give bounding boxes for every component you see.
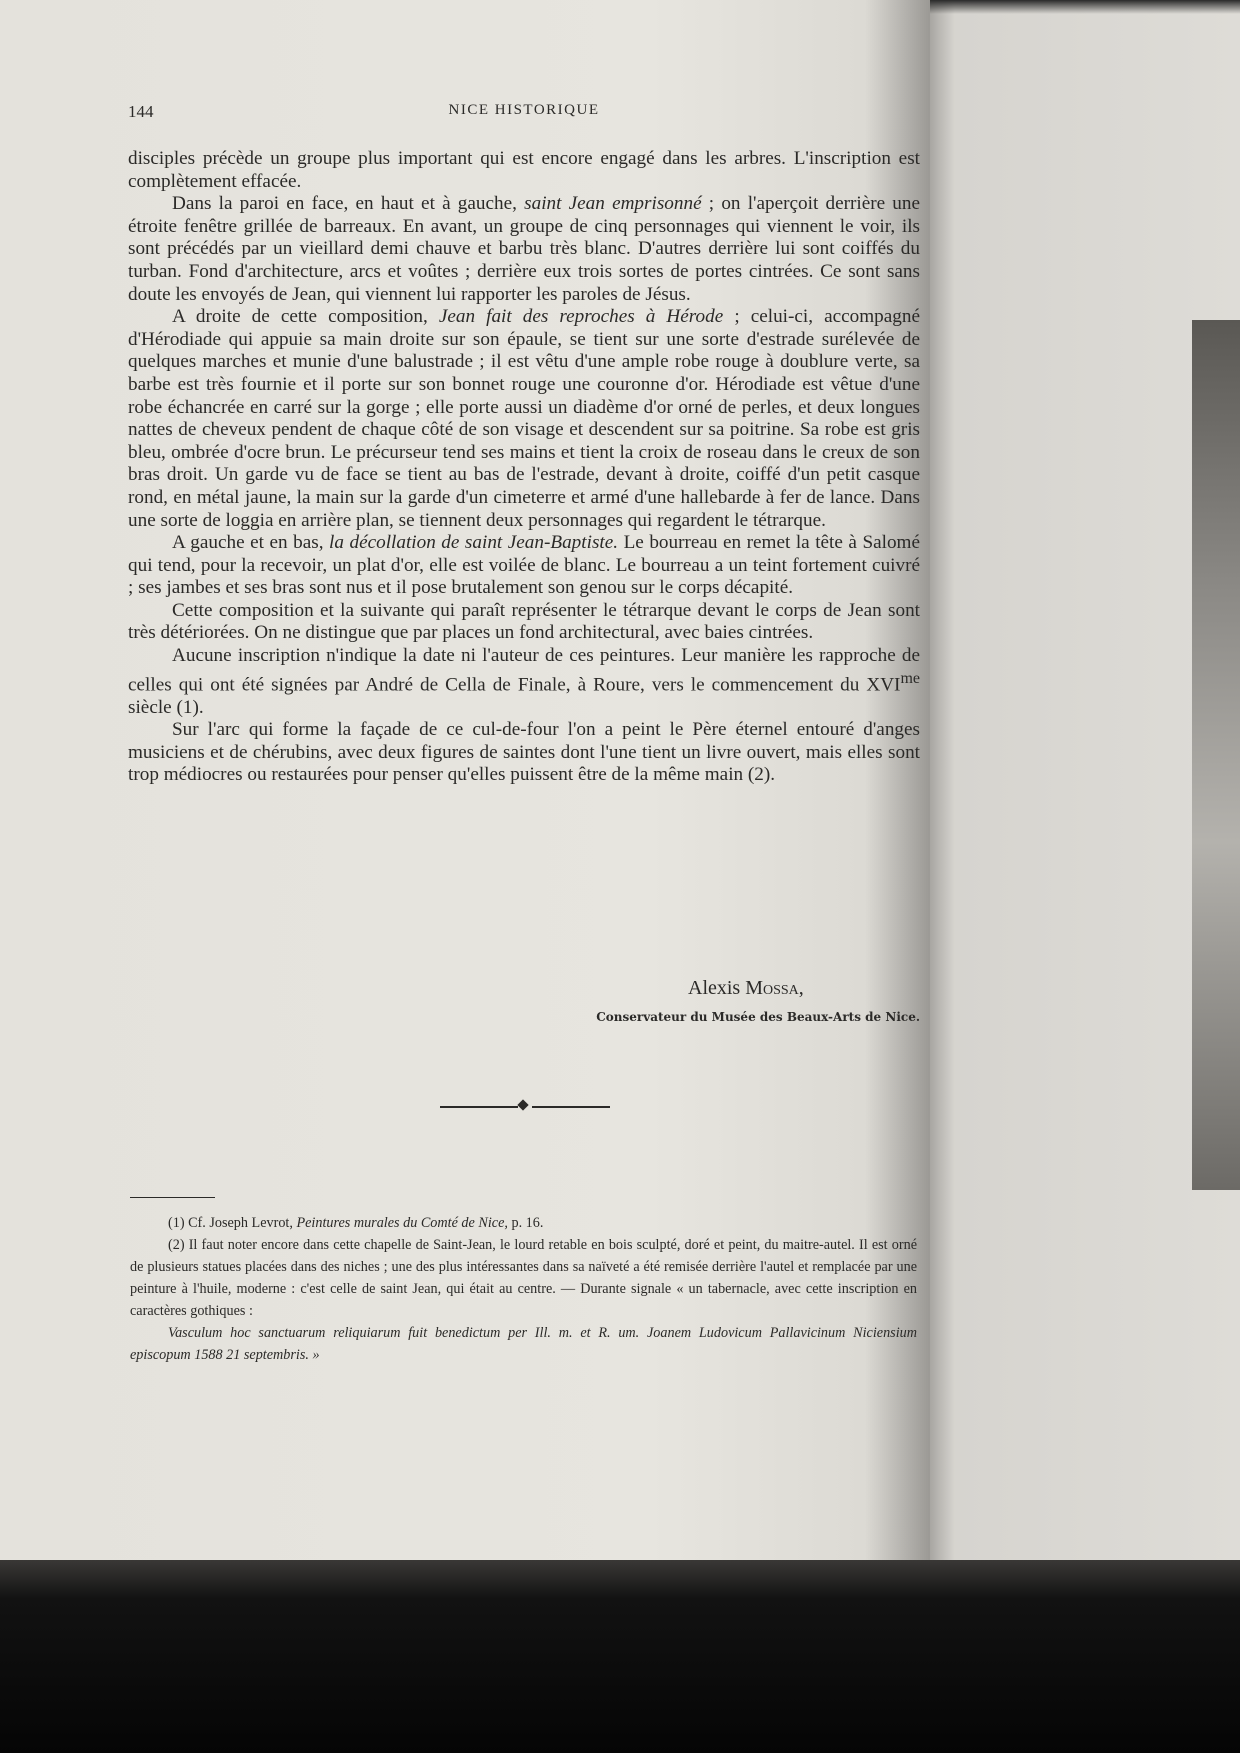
author-signature [560, 977, 920, 1024]
paragraph: Sur l'arc qui forme la façade de ce cul-de-four l'on a peint le Père éternel entouré d'anges musiciens et de chérubins, avec deux figures de saintes dont l'une tient un livre ouvert, mais elles sont trop médiocres ou restaurées pour penser qu'elles puissent être de la même main (2). [128, 719, 920, 786]
article-body [128, 148, 920, 787]
paragraph: A droite de cette composition, Jean fait des reproches à Hérode ; celui-ci, accompagné d'Hérodiade qui appuie sa main droite sur son épaule, se tient sur une sorte d'estrade surélevée de quelques marches et munie d'une balustrade ; il est vêtu d'une ample robe rouge à doublure verte, sa barbe est très fournie et il porte sur son bonnet rouge une couronne d'or. Hérodiade est vêtue d'une robe échancrée en carré sur la gorge ; elle porte aussi un diadème d'or orné de perles, et deux longues nattes de cheveux pendent de chaque côté de son visage et descendent sur sa poitrine. Sa robe est gris bleu, ombrée d'ocre brun. Le précurseur tend ses mains et tient la croix de roseau dans le creux de son bras droit. Un garde vu de face se tient au bas de l'estrade, devant à droite, coiffé d'un petit casque rond, en métal jaune, la main sur la garde d'un cimeterre et armé d'une hallebarde à fer de lance. Dans une sorte de loggia en arrière plan, se tiennent deux personnages qui regardent le tétrarque. [128, 306, 920, 531]
section-ornament [440, 1100, 610, 1112]
paragraph: Dans la paroi en face, en haut et à gauche, saint Jean emprisonné ; on l'aperçoit derrière une étroite fenêtre grillée de barreaux. En avant, un groupe de cinq personnages qui viennent le voir, ils sont précédés par un vieillard demi chauve et barbu très blanc. D'autres derrière lui sont coiffés du turban. Fond d'architecture, arcs et voûtes ; derrière eux trois sortes de portes cintrées. Ce sont sans doute les envoyés de Jean, qui viennent lui rapporter les paroles de Jésus. [128, 193, 921, 305]
author-name: Alexis Mossa, [688, 977, 804, 999]
footnote-2: (2) Il faut noter encore dans cette chapelle de Saint-Jean, le lourd retable en bois sculpté, doré et peint, du maitre-autel. Il est orné de plusieurs statues placées dans des niches ; une des plus intéressantes dans sa naïveté a été remisée derrière l'autel et remplacée par une peinture à l'huile, moderne : c'est celle de saint Jean, qui était au centre. — Durante signale « un tabernacle, avec cette inscription en caractères gothiques : [130, 1237, 917, 1319]
painting-title: la décollation de saint Jean-Baptiste. [329, 532, 619, 554]
painting-title: saint Jean emprisonné [524, 193, 702, 215]
paragraph: disciples précède un groupe plus important qui est encore engagé dans les arbres. L'inscription est complètement effacée. [128, 148, 920, 192]
scan-background [0, 1560, 1240, 1753]
page-header [128, 102, 920, 128]
superscript: me [900, 669, 920, 687]
paragraph: Cette composition et la suivante qui paraît représenter le tétrarque devant le corps de Jean sont très détériorées. On ne distingue que par places un fond architectural, avec baies cintrées. [128, 599, 920, 644]
diamond-icon [517, 1099, 528, 1110]
paragraph: A gauche et en bas, la décollation de saint Jean-Baptiste. Le bourreau en remet la tête à Salomé qui tend, pour la recevoir, un plat d'or, elle est voilée de blanc. Le bourreau a un teint fortement cuivré ; ses jambes et ses bras sont nus et il pose brutalement son genou sur le corps décapité. [128, 532, 920, 599]
footnotes [130, 1212, 917, 1366]
facing-plate-edge [1192, 320, 1240, 1190]
painting-title: Jean fait des reproches à Hérode [438, 306, 724, 328]
footnote-rule [130, 1197, 215, 1198]
paragraph: Aucune inscription n'indique la date ni l'auteur de ces peintures. Leur manière les rapproche de celles qui ont été signées par André de Cella de Finale, à Roure, vers le commencement du $XVI^{me}$ siècle (1). [128, 645, 920, 718]
running-head: NICE HISTORIQUE [448, 102, 600, 118]
author-title: Conservateur du Musée des Beaux-Arts de Nice. [596, 1010, 920, 1024]
page-number: 144 [128, 102, 154, 121]
footnote-quote: Vasculum hoc sanctuarum reliquiarum fuit benedictum per Ill. m. et R. um. Joanem Ludovicum Pallavicinum Niciensium episcopum 1588 21 septembris. » [130, 1325, 917, 1363]
binding-shadow [930, 0, 1240, 14]
footnote-1: (1) Cf. Joseph Levrot, Peintures murales du Comté de Nice, p. 16. [168, 1215, 544, 1231]
